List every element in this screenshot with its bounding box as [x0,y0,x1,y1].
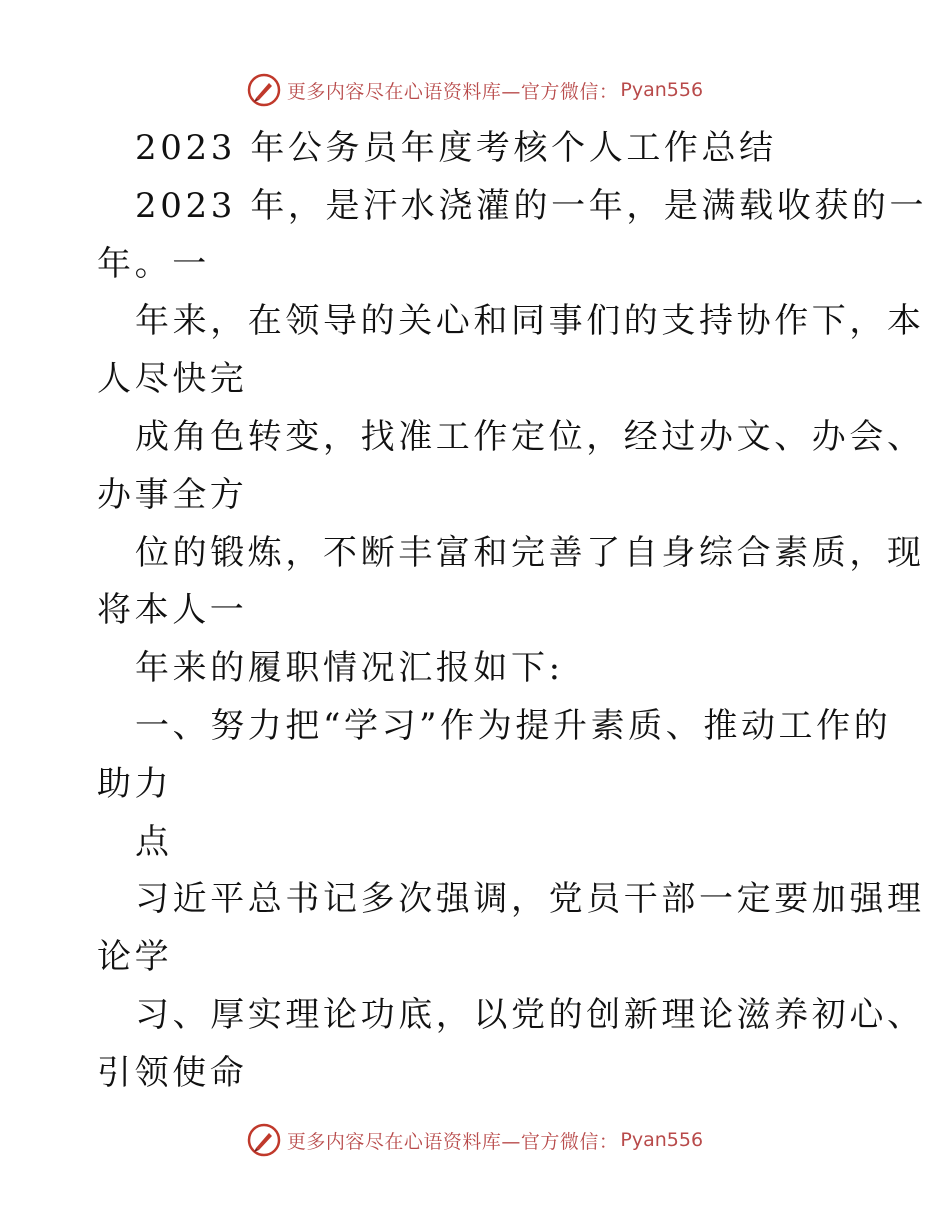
pen-logo-icon [247,1123,281,1157]
text-line: 点 [135,821,173,862]
wechat-id: Pyan556 [620,1129,704,1151]
text-line: 助力 [97,763,173,804]
pen-logo-icon [247,73,281,107]
wechat-id: Pyan556 [620,79,704,101]
text-line: 将本人一 [97,590,248,631]
text-line: 人尽快完 [97,359,248,400]
document-body [97,120,928,1103]
text-line: 年来，在领导的关心和同事们的支持协作下，本 [135,301,925,342]
header-watermark [0,72,950,108]
text-line: 成角色转变，找准工作定位，经过办文、办会、 [135,416,925,457]
banner-text: 更多内容尽在心语资料库—官方微信： [286,1130,619,1153]
text-line: 习近平总书记多次强调，党员干部一定要加强理 [135,879,925,920]
text-line: 一、努力把“学习”作为提升素质、推动工作的 [135,705,892,746]
text-line: 论学 [97,937,173,978]
text-line: 2023 年公务员年度考核个人工作总结 [135,128,777,168]
footer-watermark [0,1122,950,1158]
text-line: 2023 年，是汗水浇灌的一年，是满载收获的一 [135,185,928,226]
text-line: 位的锻炼，不断丰富和完善了自身综合素质，现 [135,532,925,573]
text-line: 年。一 [97,243,210,284]
text-line: 办事全方 [97,474,248,515]
text-line: 习、厚实理论功底，以党的创新理论滋养初心、 [135,994,925,1035]
text-line: 引领使命 [97,1052,248,1093]
banner-text: 更多内容尽在心语资料库—官方微信： [286,80,619,103]
text-line: 年来的履职情况汇报如下: [135,648,564,689]
